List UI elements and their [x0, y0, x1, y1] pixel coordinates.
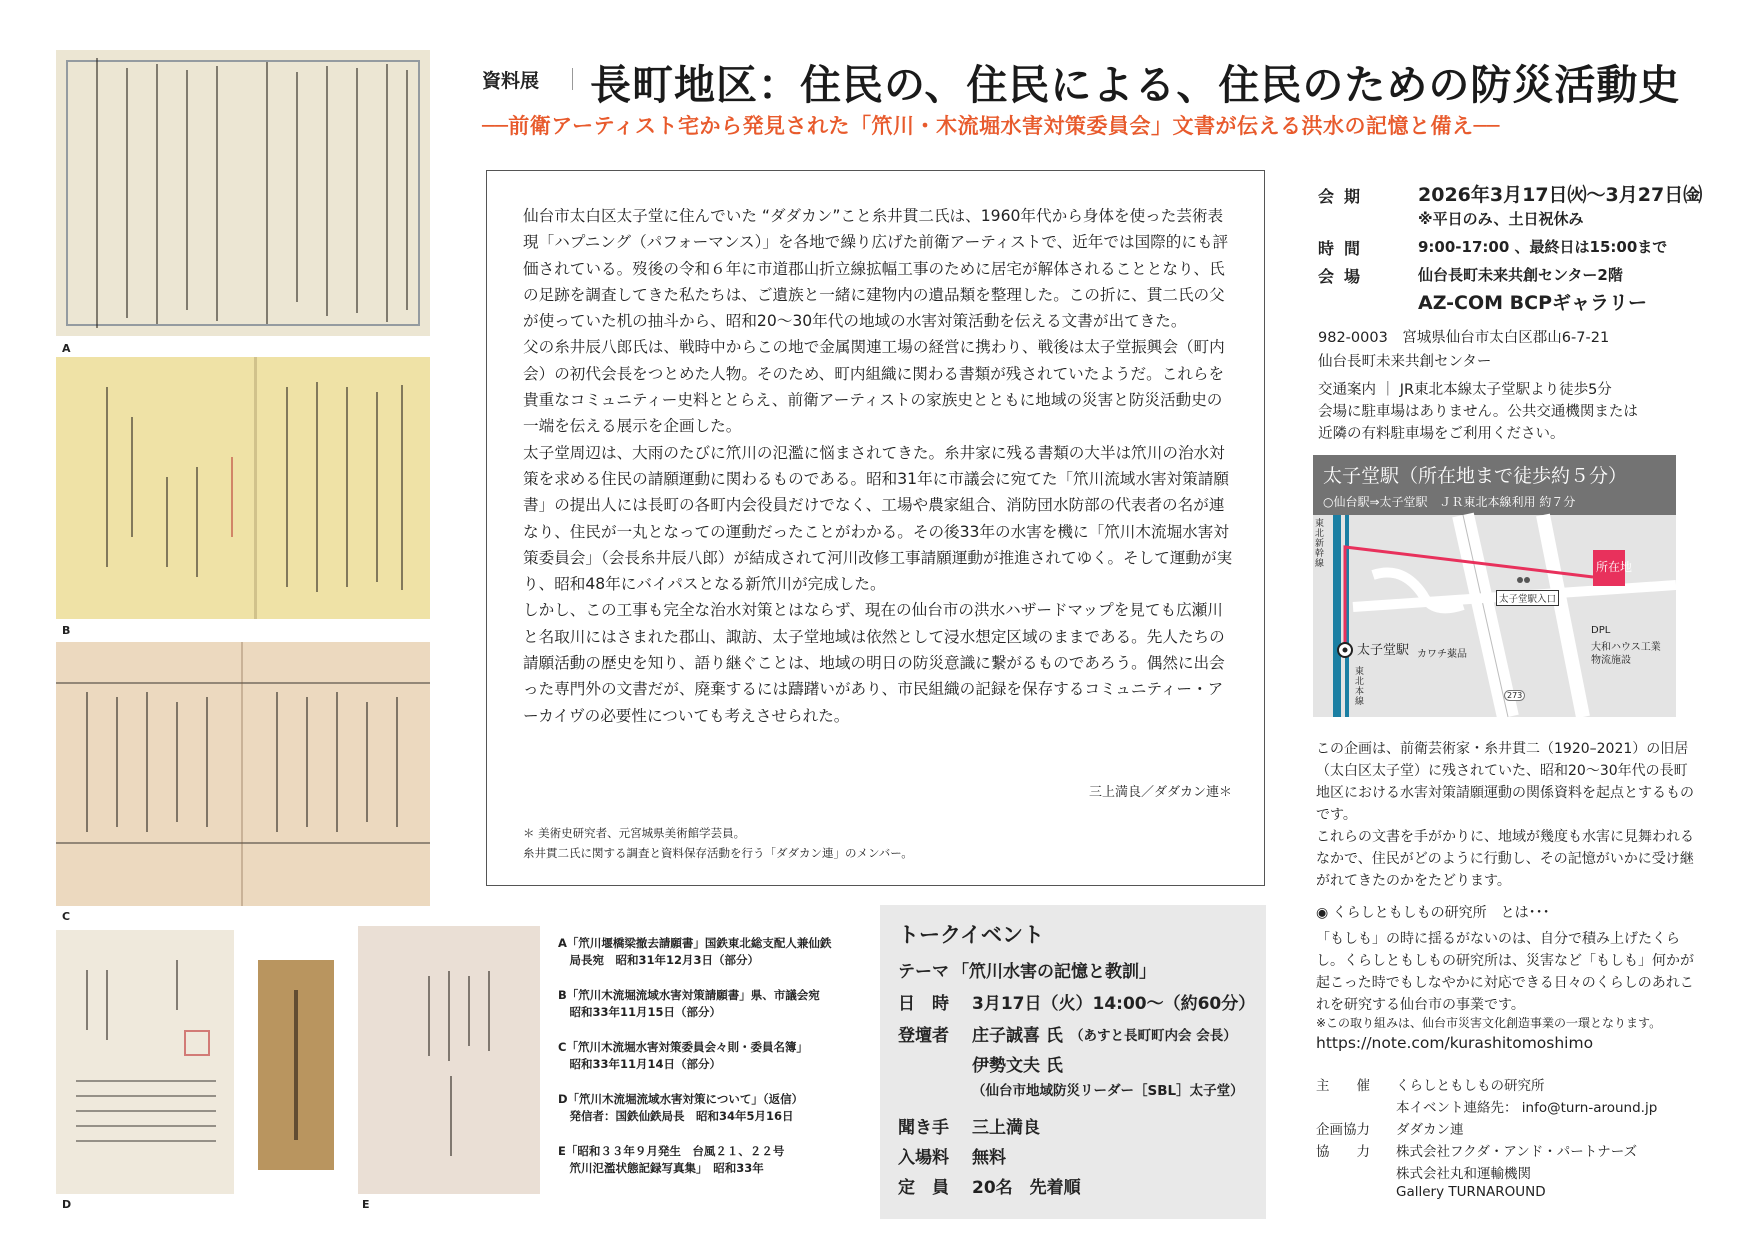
map-label-destination: 所在地 [1596, 560, 1633, 574]
period-value: 2026年3月17日㈫〜3月27日㈮ [1418, 184, 1703, 206]
period-label: 会期 [1318, 187, 1371, 206]
map-label-main-line: 東北本線 [1355, 667, 1365, 707]
cooperation-value-1: 株式会社フクダ・アンド・パートナーズ [1396, 1144, 1638, 1160]
photo-envelope [258, 960, 334, 1170]
caption-c-line1: C「笊川木流堀水害対策委員会々則・委員名簿」 [558, 1040, 808, 1054]
about-text-1: この企画は、前衛芸術家・糸井貫二（1920–2021）の旧居（太白区太子堂）に残されていた、昭和20〜30年代の長町地区における水害対策請願運動の関係資料を起点とするものです。 [1316, 741, 1694, 823]
map-label-shinkansen: 東北新幹線 [1315, 519, 1325, 569]
access-line-2: 会場に駐車場はありません。公共交通機関または [1318, 404, 1638, 420]
map-label-shop: カワチ薬品 [1417, 649, 1467, 660]
talk-fee-label: 入場料 [898, 1148, 949, 1168]
essay-paragraph-4: しかし、この工事も完全な治水対策とはならず、現在の仙台市の洪水ハザードマップを見ても広瀬川と名取川にはさまれた郡山、諏訪、太子堂地域は依然として浸水想定区域のままである。先人たちの請願活動の歴史を知り、語り継ぐことは、地域の明日の防災意識に繋がるものであろう。偶然に出会った専門外の文書だが、廃棄するには躊躇いがあり、市民組織の記録を保存するコミュニティー・アーカイヴの必要性についても考えさせられた。 [523, 601, 1225, 725]
talk-speaker-1: 庄子誠喜 氏 [972, 1026, 1063, 1046]
venue-value-1: 仙台長町未来共創センター2階 [1418, 266, 1623, 284]
lab-url-link[interactable]: https://note.com/kurashitomoshimo [1316, 1034, 1594, 1052]
host-label: 主 催 [1316, 1078, 1370, 1094]
planning-label: 企画協力 [1316, 1122, 1370, 1138]
header-separator [572, 68, 573, 90]
contact-line: 本イベント連絡先： info@turn-around.jp [1396, 1100, 1658, 1116]
access-line-1: 交通案内 ｜ JR東北本線太子堂駅より徒歩5分 [1318, 382, 1612, 398]
cooperation-value-2: 株式会社丸和運輸機関 [1396, 1166, 1531, 1182]
talk-interviewer-value: 三上満良 [972, 1118, 1040, 1138]
caption-c-line2: 昭和33年11月14日（部分） [558, 1057, 722, 1071]
map-label-dpl-2: 大和ハウス工業 [1591, 642, 1661, 653]
talk-speaker-1-note: （あすと長町町内会 会長） [1070, 1028, 1237, 1044]
essay-footnote-2: 糸井貫二氏に関する調査と資料保存活動を行う「ダダカン連」のメンバー。 [523, 846, 913, 860]
photo-label-c: C [62, 910, 71, 923]
photo-label-b: B [62, 624, 71, 637]
planning-value: ダダカン連 [1396, 1122, 1464, 1138]
talk-theme-label: テーマ [898, 962, 949, 982]
essay-body [523, 203, 1235, 729]
about-text-2: これらの文書を手がかりに、地域が幾度も水害に見舞われるなかで、住民がどのように行動し、その記憶がいかに受け継がれてきたのかをたどります。 [1316, 829, 1694, 889]
talk-heading: トークイベント [898, 923, 1044, 947]
photo-document-c [56, 642, 430, 906]
essay-paragraph-1: 仙台市太白区太子堂に住んでいた “ダダカン”こと糸井貫二氏は、1960年代から身体を使った芸術表現「ハプニング（パフォーマンス）」を各地で繰り広げた前衛アーティストで、近年では国際的にも評価されている。歿後の令和６年に市道郡山折立線拡幅工事のために居宅が解体されることとなり、氏の足跡を調査してきた私たちは、ご遺族と一緒に建物内の遺品類を整理した。この折に、貫二氏の父が使っていた机の抽斗から、昭和20〜30年代の地域の水害対策活動を伝える文書が出てきた。 [523, 207, 1229, 331]
access-line-3: 近隣の有料駐車場をご利用ください。 [1318, 426, 1565, 442]
essay-footnote-1: ＊ 美術史研究者、元宮城県美術館学芸員。 [523, 826, 746, 840]
map-label-intersection: 太子堂駅入口 [1496, 590, 1559, 606]
host-value: くらしともしもの研究所 [1396, 1078, 1545, 1094]
cooperation-label: 協 力 [1316, 1144, 1370, 1160]
talk-date-value: 3月17日（火）14:00〜（約60分） [972, 994, 1256, 1014]
lab-note: ※この取り組みは、仙台市災害文化創造事業の一環となります。 [1316, 1016, 1662, 1030]
map-label-dpl-3: 物流施設 [1591, 655, 1631, 666]
lab-title: ◉ くらしともしもの研究所 とは･･･ [1316, 905, 1550, 921]
cooperation-value-3: Gallery TURNAROUND [1396, 1184, 1546, 1200]
page-title: 長町地区：住民の、住民による、住民のための防災活動史 [590, 61, 1681, 109]
photo-document-a [56, 50, 430, 336]
photo-label-a: A [62, 342, 71, 355]
map-label-route-number: 273 [1504, 690, 1525, 701]
talk-fee-value: 無料 [972, 1148, 1006, 1168]
essay-paragraph-3: 太子堂周辺は、大雨のたびに笊川の氾濫に悩まされてきた。糸井家に残る書類の大半は笊川の治水対策を求める住民の請願運動に関わるものである。昭和31年に市議会に宛てた「笊川流域水害対策請願書」の提出人には長町の各町内会役員だけでなく、工場や農家組合、消防団水防部の代表者の名が連なり、住民が一丸となっての運動だったことがわかる。その後33年の水害を機に「笊川木流堀水害対策委員会」（会長糸井辰八郎）が結成されて河川改修工事請願運動が推進されてゆく。そして運動が実り、昭和48年にバイパスとなる新笊川が完成した。 [523, 443, 1233, 594]
caption-b-line2: 昭和33年11月15日（部分） [558, 1005, 722, 1019]
essay-author: 三上満良／ダダカン連＊ [1088, 785, 1232, 800]
map-label-station: 太子堂駅 [1357, 643, 1410, 658]
map-label-dpl-1: DPL [1591, 625, 1611, 636]
caption-e-line2: 笊川氾濫状態記録写真集」 昭和33年 [558, 1161, 764, 1175]
caption-a-line1: A「笊川堰橋梁撤去請願書」国鉄東北総支配人兼仙鉄 [558, 936, 832, 950]
access-map [1313, 455, 1676, 717]
venue-value-2: AZ-COM BCPギャラリー [1418, 292, 1648, 314]
caption-b-line1: B「笊川木流堀流域水害対策請願書」県、市議会宛 [558, 988, 820, 1002]
photo-document-e [358, 926, 540, 1194]
time-label: 時間 [1318, 239, 1371, 258]
photo-document-b [56, 357, 430, 619]
talk-event-box [880, 905, 1266, 1219]
time-value: 9:00-17:00 、最終日は15:00まで [1418, 238, 1668, 256]
photo-label-e: E [362, 1198, 370, 1211]
talk-interviewer-label: 聞き手 [898, 1118, 949, 1138]
talk-speaker-2: 伊勢文夫 氏 [972, 1056, 1063, 1076]
talk-speaker-label: 登壇者 [898, 1026, 949, 1046]
lab-description: 「もしも」の時に揺るがないのは、自分で積み上げたくらし。くらしともしもの研究所は、災害など「もしも」何かが起こった時でもしなやかに対応できる日々のくらしのあれこれを研究する仙台市の事業です。 [1316, 931, 1694, 1013]
period-note: ※平日のみ、土日祝休み [1418, 210, 1584, 228]
map-title: 太子堂駅（所在地まで徒歩約５分） [1323, 465, 1628, 487]
talk-speaker-2-note: （仙台市地域防災リーダー［SBL］太子堂） [972, 1083, 1244, 1099]
photo-label-d: D [62, 1198, 72, 1211]
map-route: ○仙台駅⇒太子堂駅 ＪＲ東北本線利用 約７分 [1323, 495, 1576, 509]
caption-e-line1: E「昭和３３年９月発生 台風２１、２２号 [558, 1144, 785, 1158]
essay-paragraph-2: 父の糸井辰八郎氏は、戦時中からこの地で金属関連工場の経営に携わり、戦後は太子堂振興会（町内会）の初代会長をつとめた人物。そのため、町内組織に関わる書類が残されていたようだ。これらを貴重なコミュニティー史料ととらえ、前衛アーティストの家族史とともに地域の災害と防災活動史の一端を伝える展示を企画した。 [523, 338, 1225, 436]
address-line-2: 仙台長町未来共創センター [1318, 354, 1492, 370]
caption-d-line2: 発信者：国鉄仙鉄局長 昭和34年5月16日 [558, 1109, 794, 1123]
page-subtitle: ──前衛アーティスト宅から発見された「笊川・木流堀水害対策委員会」文書が伝える洪水の記憶と備え── [482, 114, 1500, 138]
talk-date-label: 日 時 [898, 994, 949, 1014]
photo-document-d [56, 930, 234, 1194]
caption-d-line1: D「笊川木流堀流域水害対策について」（返信） [558, 1092, 804, 1106]
exhibition-tag: 資料展 [482, 70, 540, 92]
caption-a-line2: 局長宛 昭和31年12月3日（部分） [558, 953, 760, 967]
talk-theme-value: 「笊川水害の記憶と教訓」 [952, 962, 1156, 982]
essay-box [486, 170, 1265, 886]
venue-label: 会場 [1318, 267, 1371, 286]
talk-capacity-label: 定 員 [898, 1178, 949, 1198]
talk-capacity-value: 20名 先着順 [972, 1178, 1081, 1198]
address-line-1: 982-0003 宮城県仙台市太白区郡山6-7-21 [1318, 330, 1610, 346]
map-drawing [1313, 455, 1676, 717]
